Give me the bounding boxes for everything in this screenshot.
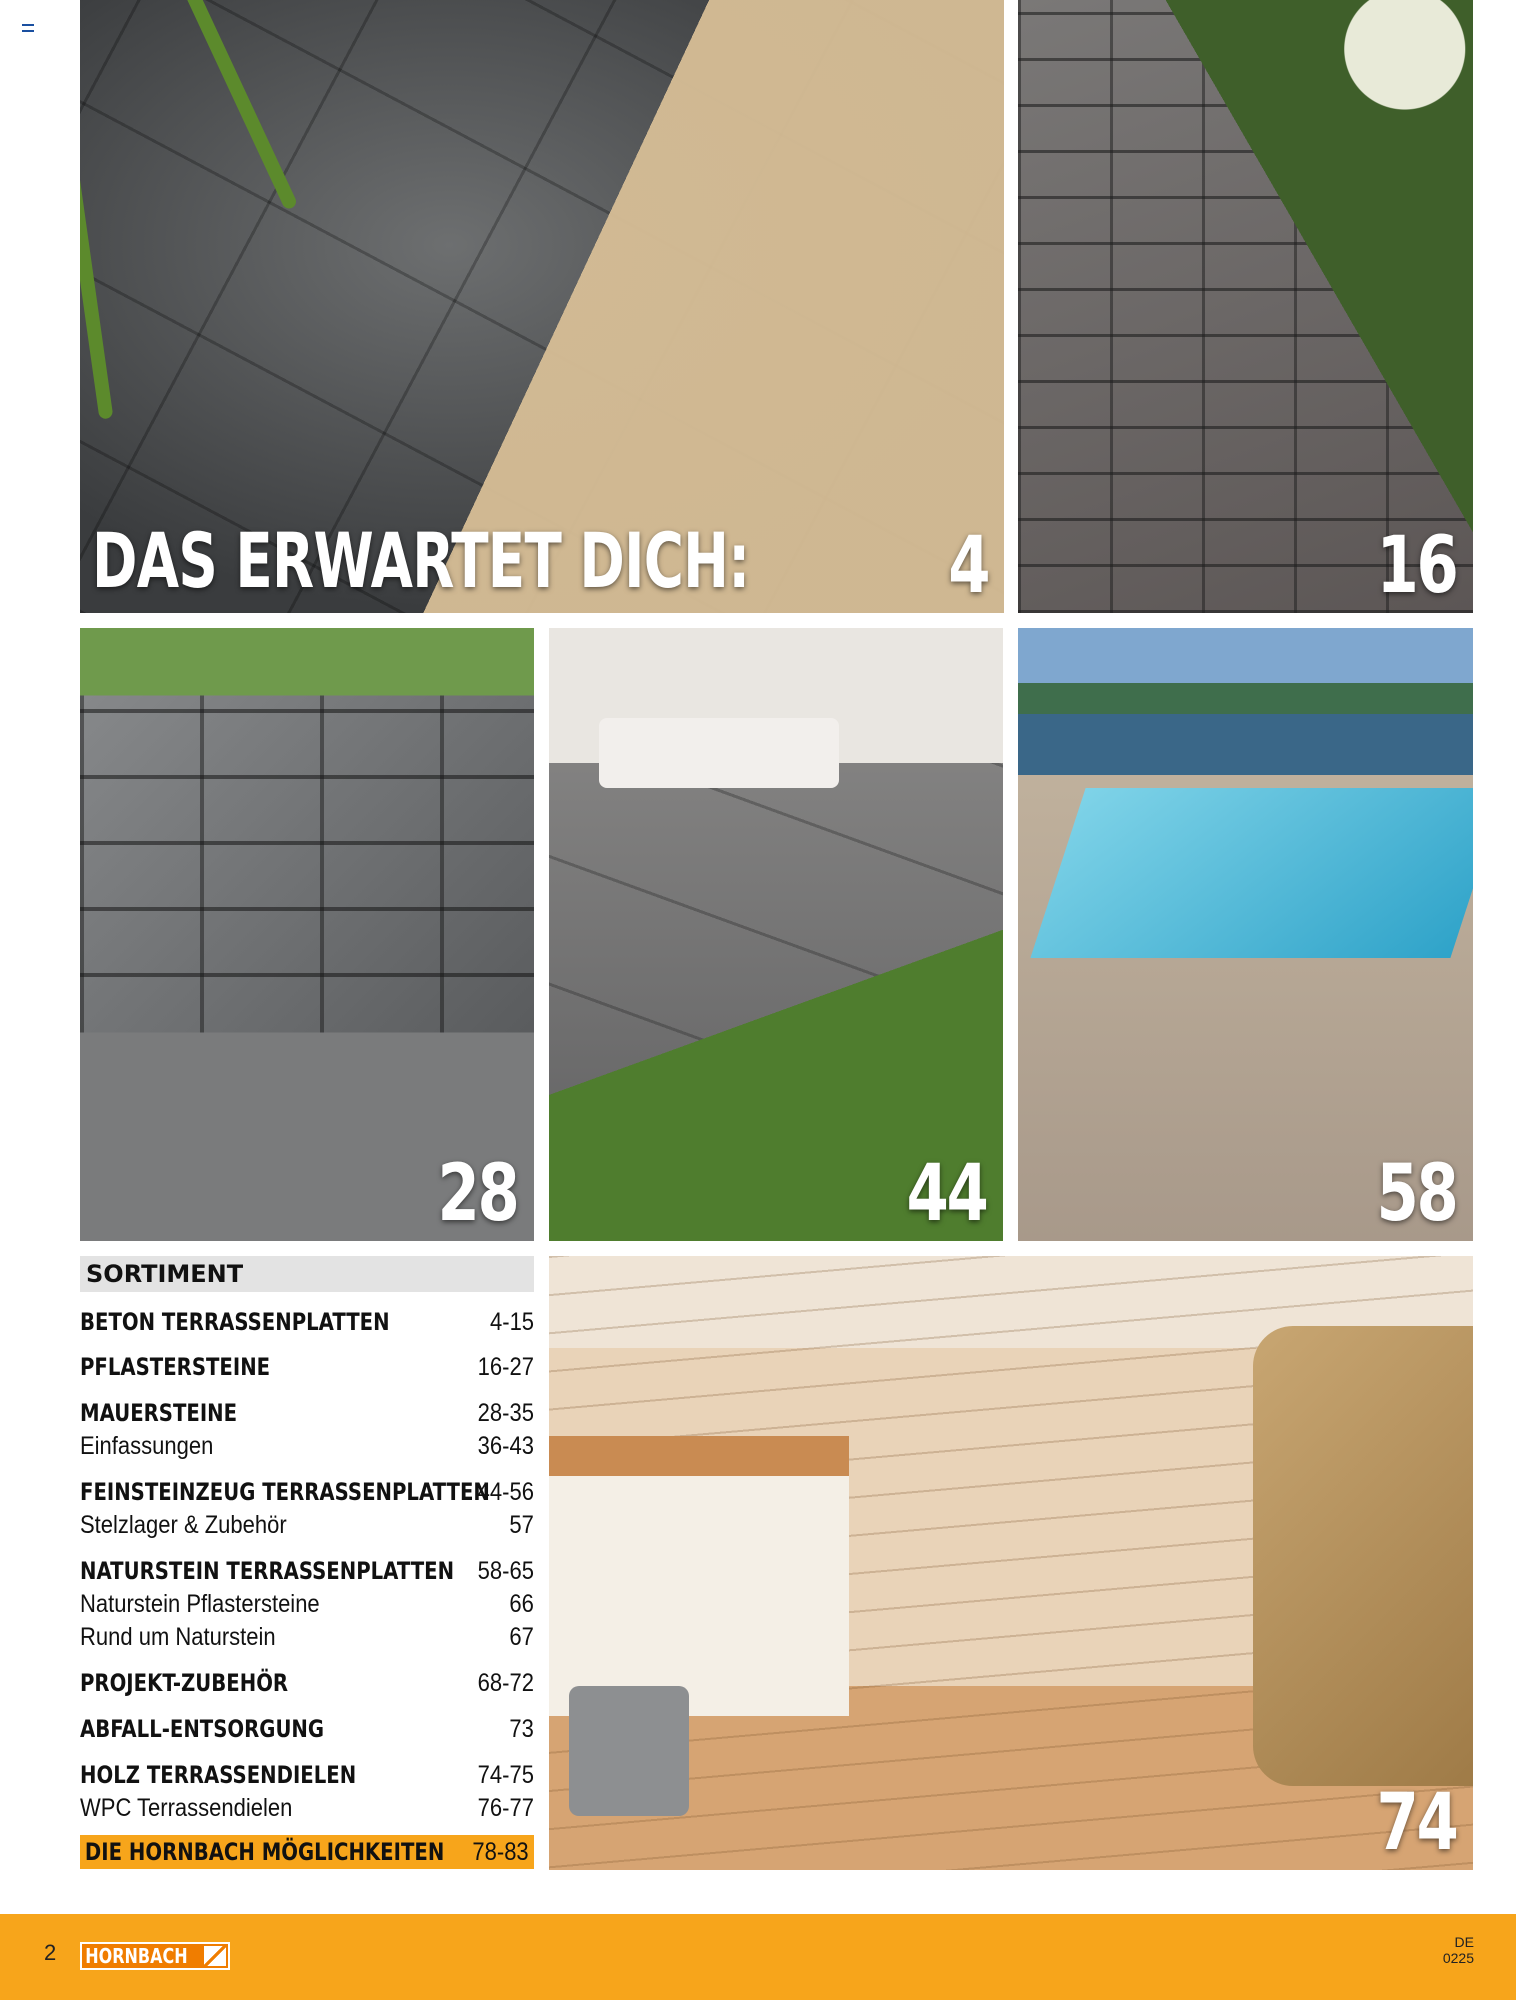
toc-item-pages: 66 <box>509 1590 534 1618</box>
toc-item-label: BETON TERRASSENPLATTEN <box>80 1308 390 1336</box>
toc-item-label: MAUERSTEINE <box>80 1399 238 1427</box>
toc-item-pages: 74-75 <box>477 1761 534 1789</box>
toc-item-label: FEINSTEINZEUG TERRASSENPLATTEN <box>80 1478 490 1506</box>
toc-item-pages: 28-35 <box>477 1399 534 1427</box>
toc-item-pages: 44-56 <box>477 1478 534 1506</box>
watering-can-decoration <box>569 1686 689 1816</box>
tile-porcelain-slabs[interactable] <box>549 628 1003 1241</box>
tile-paving-stones[interactable] <box>1018 0 1473 613</box>
page-number-label: 28 <box>438 1149 518 1239</box>
toc-item-label: NATURSTEIN TERRASSENPLATTEN <box>80 1557 455 1585</box>
toc-item[interactable] <box>80 1430 534 1462</box>
toc-item[interactable] <box>80 1476 534 1508</box>
bench-decoration <box>549 1436 849 1716</box>
tile-wood-decking[interactable] <box>549 1256 1473 1870</box>
toc-item[interactable] <box>80 1759 534 1791</box>
toc-item-label: Rund um Naturstein <box>80 1623 276 1651</box>
page-number-label: 16 <box>1377 521 1457 611</box>
toc-item-pages: 78-83 <box>472 1838 529 1866</box>
toc-item-pages: 73 <box>509 1715 534 1743</box>
toc-item-label: WPC Terrassendielen <box>80 1794 293 1822</box>
toc-item-pages: 4-15 <box>489 1308 534 1336</box>
footer-edition <box>1443 1934 1474 1966</box>
footer-bar <box>0 1914 1516 2000</box>
toc-item-label: Einfassungen <box>80 1432 214 1460</box>
region-code: DE <box>1454 1934 1474 1950</box>
grass-leaf-decoration <box>176 0 299 211</box>
table-of-contents <box>80 1256 534 1866</box>
tile-natural-stone-slabs[interactable] <box>1018 628 1473 1241</box>
edition-code: 0225 <box>1442 1950 1474 1966</box>
toc-item[interactable] <box>80 1667 534 1699</box>
toc-item-label: ABFALL-ENTSORGUNG <box>80 1715 325 1743</box>
pool-decoration <box>1030 788 1473 958</box>
toc-item-label: PFLASTERSTEINE <box>80 1353 271 1381</box>
toc-item[interactable] <box>80 1792 534 1824</box>
toc-item[interactable] <box>80 1397 534 1429</box>
toc-item[interactable] <box>80 1588 534 1620</box>
toc-item-label: DIE HORNBACH MÖGLICHKEITEN <box>84 1838 445 1866</box>
toc-item-pages: 57 <box>509 1511 534 1539</box>
toc-item-pages: 76-77 <box>477 1794 534 1822</box>
toc-item[interactable] <box>80 1306 534 1338</box>
wicker-chair-decoration <box>1253 1326 1473 1786</box>
page-number-label: 4 <box>948 521 988 611</box>
toc-item[interactable] <box>80 1509 534 1541</box>
hornbach-logo[interactable] <box>80 1942 230 1970</box>
footer-page-number: 2 <box>44 1940 57 1965</box>
toc-item-highlight[interactable] <box>80 1835 534 1869</box>
toc-item-pages: 16-27 <box>477 1353 534 1381</box>
page-number-label: 74 <box>1377 1778 1457 1868</box>
menu-icon[interactable] <box>22 24 34 32</box>
logo-mark-icon <box>204 1946 226 1966</box>
tile-wall-stones[interactable] <box>80 628 534 1241</box>
headline: DAS ERWARTET DICH: <box>92 516 750 605</box>
toc-item[interactable] <box>80 1713 534 1745</box>
page-number-label: 44 <box>907 1149 987 1239</box>
toc-item-label: Stelzlager & Zubehör <box>80 1511 287 1539</box>
toc-item-label: HOLZ TERRASSENDIELEN <box>80 1761 357 1789</box>
toc-item[interactable] <box>80 1555 534 1587</box>
toc-item-label: Naturstein Pflastersteine <box>80 1590 320 1618</box>
grass-leaf-decoration <box>80 140 113 419</box>
toc-item-pages: 36-43 <box>477 1432 534 1460</box>
toc-item-pages: 58-65 <box>477 1557 534 1585</box>
toc-item[interactable] <box>80 1351 534 1383</box>
tile-concrete-slabs[interactable] <box>80 0 1004 613</box>
toc-item-label: PROJEKT-ZUBEHÖR <box>80 1669 289 1697</box>
page-number-label: 58 <box>1377 1149 1457 1239</box>
toc-title: SORTIMENT <box>80 1256 534 1292</box>
toc-item[interactable] <box>80 1621 534 1653</box>
sofa-decoration <box>599 718 839 788</box>
logo-text: HORNBACH <box>85 1944 188 1968</box>
toc-item-pages: 67 <box>509 1623 534 1651</box>
toc-item-pages: 68-72 <box>477 1669 534 1697</box>
